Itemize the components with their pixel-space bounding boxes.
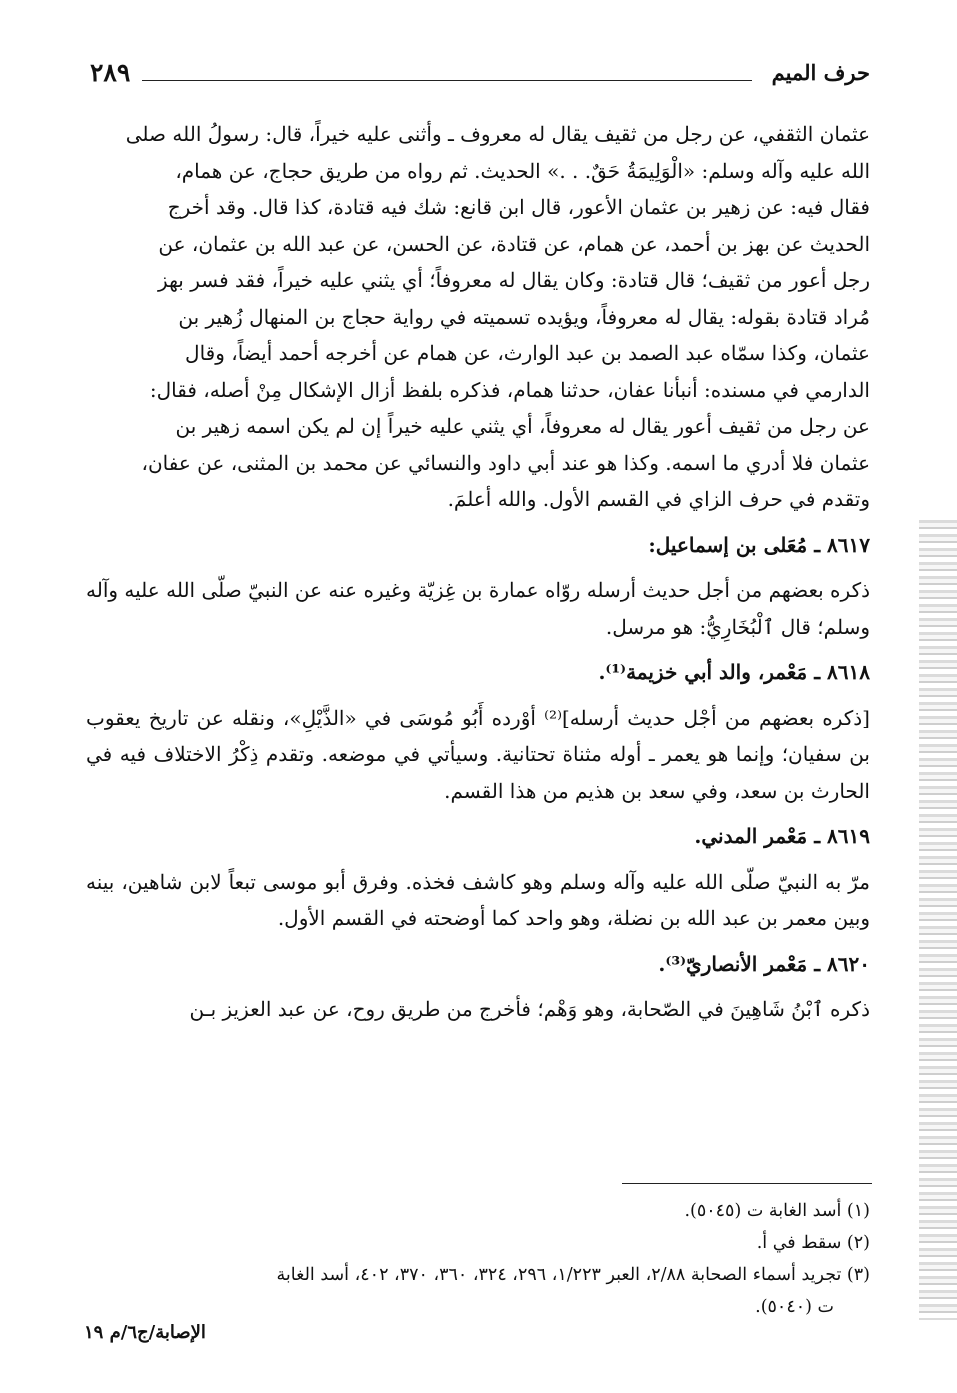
text-line: عثمان فلا أدري ما اسمه. وكذا هو عند أبي داود والنسائي عن محمد بن المثنى، عن عفان، [141,450,870,475]
text-line: وتقدم في حرف الزاي في القسم الأول. والله أعلمَ. [447,487,870,511]
running-header-title: حرف الميم [771,60,870,85]
text-line: فقال فيه: عن زهير بن عثمان الأعور، قال ابن قانع: شك فيه قتادة، كذا قال. وقد أخرج [167,195,870,219]
entry-number: ٨٦١٧ [827,532,870,557]
text-line: عثمان، وكذا سمّاه عبد الصمد بن عبد الوارث، عن همام عن أخرجه أحمد أيضاً، وقال [185,341,870,365]
entry-number: ٨٦٢٠ [827,951,870,976]
entry-text: ذكره بعضهم من أجل حديث أرسله روّاه عمارة بن غِزيّة وغيره عنه عن النبيّ صلّى الله عليه وآله وسلم؛ قال ٱلْبُخَارِيُّ: هو مرسل. [86,578,870,639]
entry-name: ـ مُعَلى بن إسماعيل: [648,532,821,557]
entry-number: ٨٦١٨ [827,660,870,684]
entry-heading [86,527,870,564]
page-number: ٢٨٩ [90,58,131,87]
scan-edge-shading [919,520,957,1320]
text-line: مُراد قتادة بقوله: يقال له معروفاً، ويؤيده تسميته في رواية حجاج بن المنهال زُهير بن [178,304,870,329]
footnotes [84,1195,870,1323]
footnote: (٢) سقط في أ. [756,1233,870,1253]
running-header [90,58,870,92]
entry-heading [86,654,870,691]
entry-text: مرّ به النبيّ صلّى الله عليه وآله وسلم وهو كاشف فخذه. وفرق أبو موسى تبعاً لابن شاهين، بينه وبين معمر بن عبد الله بن نضلة، وهو واحد كما أوضحته في القسم الأول. [86,869,870,930]
text-line: رجل أعور من ثقيف؛ قال قتادة: وكان يقال له معروفاً؛ أي يثني عليه خيراً، فقد فسر بهز [158,268,870,292]
entry-text: [ذكره بعضهم من أجْل حديث أرسله]⁽²⁾ أوْرده أَبُو مُوسَى في «الذَّيْلِ»، ونقله عن تاريخ يعقوب بن سفيان؛ وإنما هو يعمر ـ أوله مثناة تحتانية. وسيأتي في موضعه. وتقدم ذِكْرُ الاختلاف فيه في الحارث بن سعد، وفي سعد بن هذيم من هذا القسم. [86,705,870,803]
footnote-continuation: ت (٥٠٤٠). [755,1297,834,1317]
entry-name: ـ مَعْمر الأنصاريّ⁽³⁾. [658,951,821,976]
entry-name: ـ مَعْمر، والد أبي خزيمة⁽¹⁾. [598,660,821,684]
entry-name: ـ مَعْمر المدني. [694,824,821,848]
text-line: الحديث عن بهز بن أحمد، عن همام، عن قتادة، عن الحسن، عن عبد الله بن عثمان، عن [158,231,870,256]
main-text [86,116,870,1028]
footnote: (١) أسد الغابة ت (٥٠٤٥). [684,1201,870,1221]
text-line: الدارمي في مسنده: أنبأنا عفان، حدثنا همام، فذكره بلفظ أزال الإشكال مِنْ أصله، فقال: [149,377,870,402]
footnote: (٣) تجريد أسماء الصحابة ٢/٨٨، العبر ١/٢٢٣، ٢٩٦، ٣٢٤، ٣٦٠، ٣٧٠، ٤٠٢، أسد الغابة [276,1265,870,1285]
entry-heading [86,946,870,983]
entry-text: ذكره ٱبْنُ شَاهِينَ في الصّحابة، وهو وَهْم؛ فأخرج من طريق روح، عن عبد العزيز بـن [189,997,870,1021]
signature-mark: الإصابة/ج٦/م ١٩ [84,1322,206,1343]
header-rule [142,80,752,81]
footnote-rule [622,1183,872,1184]
text-line: عثمان الثقفي، عن رجل من ثقيف يقال له معروف ـ وأثنى عليه خيراً، قال: رسولُ الله صلى [125,122,870,146]
text-line: الله عليه وآله وسلم: «الْوَلِيمَةُ حَقٌ. . .» الحديث. ثم رواه من طريق حجاج، عن همام، [175,158,870,183]
entry-number: ٨٦١٩ [827,824,870,848]
entry-heading [86,818,870,855]
text-line: عن رجل من ثقيف أعور يقال له معروفاً، أي يثني عليه خيراً إن لم يكن اسمه زهير بن [175,414,870,438]
